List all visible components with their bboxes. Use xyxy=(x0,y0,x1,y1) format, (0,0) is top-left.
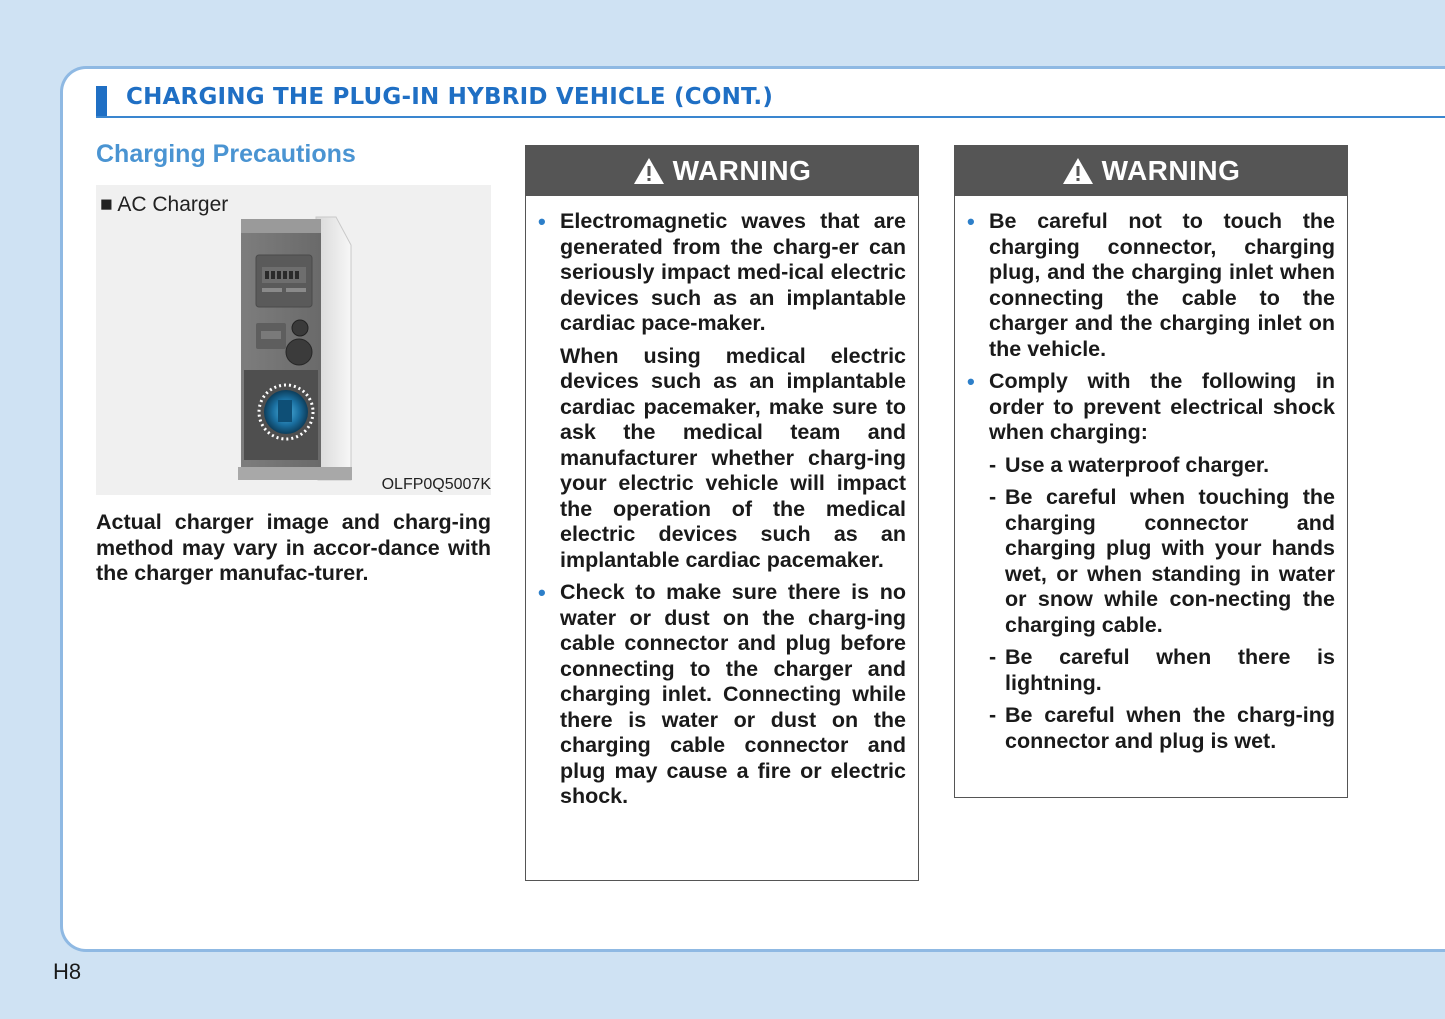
dash-mark: - xyxy=(989,703,997,727)
warning-right-subitem-text: Be careful when touching the charging connector and charging plug with your hands wet, or when standing in water or snow while con-necting the charging cable. xyxy=(1005,485,1335,637)
warning-title-right: WARNING xyxy=(1101,155,1241,186)
section-title: CHARGING THE PLUG-IN HYBRID VEHICLE (CONT.) xyxy=(126,84,774,110)
dash-mark: - xyxy=(989,645,997,669)
warning-left-bullet-1-text: Electromagnetic waves that are generated from the charg-er can seriously impact med-ical electric devices such as an implantable cardiac pace-maker. xyxy=(560,209,906,335)
warning-right-subitem xyxy=(967,645,1335,696)
warning-triangle-icon xyxy=(1062,157,1094,185)
page-number: H8 xyxy=(53,959,82,984)
warning-right-bullet-2 xyxy=(967,369,1335,446)
warning-right-subitem xyxy=(967,703,1335,754)
bullet-icon: • xyxy=(538,580,546,605)
figure-code: OLFP0Q5007K xyxy=(381,476,491,493)
warning-left-bullet-1-continued: When using medical electric devices such as an implantable cardiac pacemaker, make sure to ask the medical team and manufacturer whether charg-ing your electric vehicle will impact the operation of the medical electric devices such as an implantable cardiac pacemaker. xyxy=(560,343,906,572)
charger-figure xyxy=(96,185,491,495)
warning-right-subitem xyxy=(967,485,1335,638)
warning-box-left xyxy=(525,145,919,881)
dash-mark: - xyxy=(989,485,997,509)
warning-left-bullet-2 xyxy=(538,580,906,810)
warning-title-left: WARNING xyxy=(672,155,812,186)
section-marker xyxy=(96,86,107,116)
ac-charger-illustration xyxy=(96,185,491,495)
warning-right-bullet-1 xyxy=(967,209,1335,362)
figure-caption: Actual charger image and charg-ing method may vary in accor-dance with the charger manufac-turer. xyxy=(96,510,491,585)
warning-right-bullet-1-text: Be careful not to touch the charging connector, charging plug, and the charging inlet when connecting the cable to the charger and the charging inlet on the vehicle. xyxy=(989,209,1335,361)
bullet-icon: • xyxy=(967,369,975,394)
bullet-icon: • xyxy=(967,209,975,234)
warning-right-bullet-2-text: Comply with the following in order to prevent electrical shock when charging: xyxy=(989,369,1335,444)
warning-right-subitem-text: Use a waterproof charger. xyxy=(1005,452,1270,477)
bullet-icon: • xyxy=(538,209,546,234)
dash-mark: - xyxy=(989,452,997,477)
subsection-title: Charging Precautions xyxy=(96,140,356,168)
warning-right-subitem-text: Be careful when there is lightning. xyxy=(1005,645,1335,695)
warning-left-bullet-1 xyxy=(538,209,906,337)
warning-header-left xyxy=(526,146,918,196)
warning-triangle-icon xyxy=(633,157,665,185)
warning-box-right xyxy=(954,145,1348,798)
warning-right-subitem-text: Be careful when the charg-ing connector and plug is wet. xyxy=(1005,703,1335,753)
warning-header-right xyxy=(955,146,1347,196)
warning-right-subitem xyxy=(967,453,1335,479)
section-rule xyxy=(96,116,1445,118)
warning-left-bullet-2-text: Check to make sure there is no water or dust on the charg-ing cable connector and plug before connecting to the charger and charging inlet. Connecting while there is water or dust on the charging cable connector and plug may cause a fire or electric shock. xyxy=(560,580,906,808)
figure-label: ■ AC Charger xyxy=(100,193,229,216)
